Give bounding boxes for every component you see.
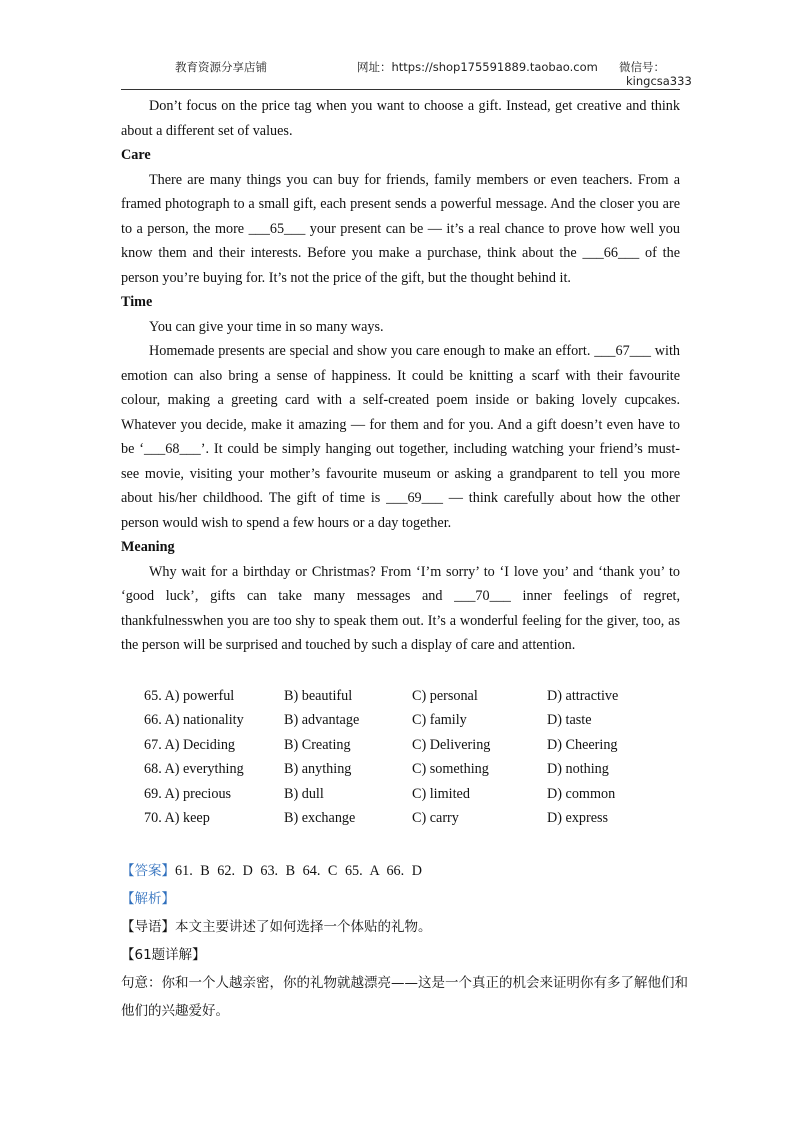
header-wechat-label: 微信号： — [619, 60, 665, 74]
intro-text: 【导语】本文主要讲述了如何选择一个体贴的礼物。 — [121, 919, 432, 935]
option-b: B) Creating — [284, 736, 351, 753]
answer-label: 【答案】 — [121, 863, 175, 879]
answer-section — [121, 857, 701, 1025]
paragraph-intro: Don’t focus on the price tag when you want to choose a gift. Instead, get creative and think about a different set of values. — [121, 98, 680, 139]
option-a: 68. A) everything — [144, 761, 244, 778]
option-b: B) dull — [284, 785, 324, 802]
paragraph-time-1: You can give your time in so many ways. — [149, 318, 384, 335]
option-a: 69. A) precious — [144, 785, 232, 802]
option-b: B) advantage — [284, 712, 360, 729]
option-b: B) beautiful — [284, 688, 353, 704]
heading-time: Time — [121, 294, 153, 310]
analysis-label: 【解析】 — [121, 891, 175, 907]
option-d: D) express — [547, 809, 609, 826]
header-wechat-id: kingcsa333 — [626, 74, 692, 88]
option-d: D) taste — [547, 712, 592, 729]
option-d: D) attractive — [547, 688, 619, 704]
option-c: C) family — [412, 712, 467, 729]
option-a: 66. A) nationality — [144, 712, 244, 729]
option-a: 70. A) keep — [144, 809, 210, 826]
option-d: D) common — [547, 785, 616, 802]
option-d: D) Cheering — [547, 736, 618, 753]
option-b: B) anything — [284, 761, 352, 778]
passage — [121, 94, 680, 658]
option-c: C) limited — [412, 785, 470, 802]
paragraph-meaning: Why wait for a birthday or Christmas? From ‘I’m sorry’ to ‘I love you’ and ‘thank you’ to ‘good luck’, gifts can take many messages and ___70___ inner feelings of regret, thankfulnesswhen you are too shy to speak them out. It’s a wonderful feeling for the giver, too, as the person will be surprised and touched by such a display of care and attention. — [121, 563, 680, 653]
option-c: C) personal — [412, 688, 478, 704]
header-url[interactable]: 网址：https://shop175591889.taobao.com — [357, 60, 598, 74]
q61-explanation: 句意：你和一个人越亲密，你的礼物就越漂亮——这是一个真正的机会来证明你有多了解他们和他们的兴趣爱好。 — [121, 975, 688, 1019]
heading-care: Care — [121, 147, 151, 163]
heading-meaning: Meaning — [121, 539, 175, 555]
option-b: B) exchange — [284, 809, 356, 826]
option-c: C) something — [412, 761, 489, 778]
answer-values: 61. B 62. D 63. B 64. C 65. A 66. D — [175, 863, 422, 879]
option-a: 65. A) powerful — [144, 688, 235, 704]
answer-line — [121, 857, 701, 885]
option-c: C) Delivering — [412, 736, 491, 753]
paragraph-time-2: Homemade presents are special and show you care enough to make an effort. ___67___ with emotion can also bring a sense of happiness. It could be knitting a scarf with their favourite colour, making a greeting card with a self-created poem inside or baking lovely cupcakes. Whatever you decide, make it amazing — for them and for you. And a gift doesn’t even have to be ‘___68___’. It could be simply hanging out together, including watching your friend’s must-see movie, visiting your mother’s favourite museum or asking a grandparent to tell you more about his/her childhood. The gift of time is ___69___ — think carefully about how the other person would wish to spend a few hours or a day together. — [121, 343, 680, 531]
paragraph-care: There are many things you can buy for friends, family members or even teachers. From a framed photograph to a small gift, each present sends a powerful message. And the closer you are to a person, the more ___65___ your present can be — it’s a real chance to prove how well you know them and their interests. Before you make a purchase, think about the ___66___ of the person you’re buying for. It’s not the price of the gift, but the thought behind it. — [121, 171, 680, 286]
header-shop-name: 教育资源分享店铺 — [175, 60, 267, 74]
option-d: D) nothing — [547, 761, 609, 778]
option-c: C) carry — [412, 809, 459, 826]
page-header — [121, 55, 692, 90]
option-a: 67. A) Deciding — [144, 736, 236, 753]
q61-label: 【61题详解】 — [121, 947, 206, 963]
